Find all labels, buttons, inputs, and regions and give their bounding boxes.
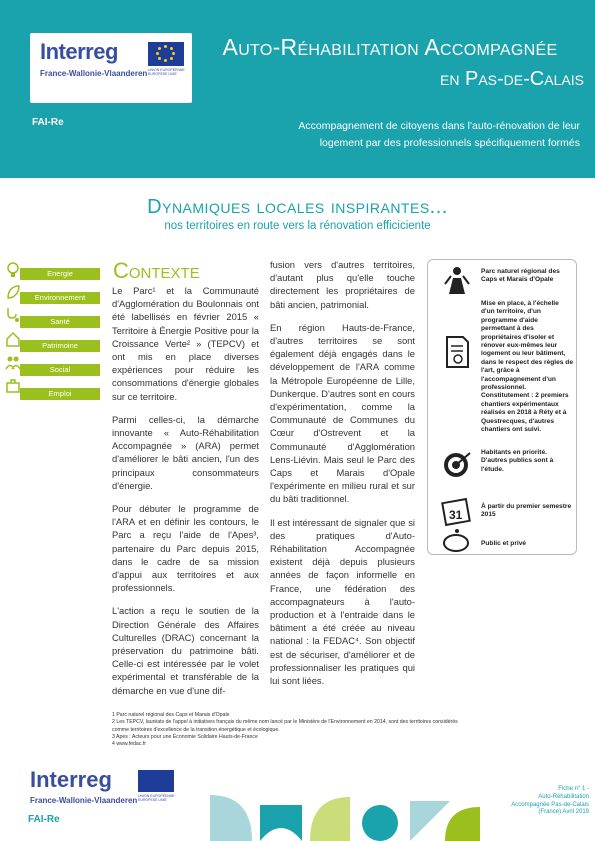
logo-wordmark: Interreg xyxy=(40,39,118,64)
page-title: Auto-Réhabilitation Accompagnée xyxy=(222,34,558,60)
footer-logo-subtitle: France-Wallonie-Vlaanderen xyxy=(30,796,138,805)
context-paragraph: Le Parc¹ et la Communauté d'Agglomération du Boulonnais ont été labellisés en février 2015 « Territoire à Énergie Positive pour la Croissance Verte² » (TEPCV) et ont mis en place diverses expériences pour réduire les consommations d'énergie globales sur ce territoire. xyxy=(112,285,259,402)
tagline xyxy=(290,118,580,152)
tagline-line2: logement par des professionnels spécifiquement formés xyxy=(319,137,580,149)
sidebar-date: À partir du premier semestre 2015 xyxy=(481,503,572,519)
eu-caption: UNION EUROPÉENNE EUROPESE UNIE xyxy=(148,68,185,76)
tag-sante: Santé xyxy=(20,316,100,328)
footer-interreg-logo xyxy=(28,767,190,817)
footer-eu-caption: UNION EUROPÉENNE EUROPESE UNIE xyxy=(138,794,175,802)
context-column-1 xyxy=(112,284,259,707)
context-paragraph: Parmi celles-ci, la démarche innovante « Auto-Réhabilitation Accompagnée » (ARA) permet d'améliorer le bâti ancien, l'un des principaux consommateurs d'énergie. xyxy=(112,413,259,491)
calendar-number: 31 xyxy=(449,508,463,522)
context-column-2 xyxy=(270,258,415,697)
fiche-caption xyxy=(485,786,589,817)
footer-logo-wordmark: Interreg xyxy=(30,767,112,792)
footer-project-name: FAI-Re xyxy=(28,814,60,825)
tag-emploi: Emploi xyxy=(20,388,100,400)
fiche-line: Accompagnée Pas-de-Calais xyxy=(511,801,589,808)
sidebar-funding: Public et privé xyxy=(481,540,527,547)
context-paragraph: fusion vers d'autres territoires, d'autant plus qu'elle touche directement les propriétaires de bâti ancien, patrimonial. xyxy=(270,259,415,310)
footnote: 4 www.fedac.fr xyxy=(112,741,147,748)
tag-social: Social xyxy=(20,364,100,376)
page-title-line2: en Pas-de-Calais xyxy=(440,68,584,90)
context-paragraph: Pour débuter le programme de l'ARA et en définir les contours, le Parc a reçu l'aide de l'Apes³, partenaire du Parc depuis 2015, dans le cadre de sa mission d'appui aux territoires et aux professionnels. xyxy=(112,503,259,594)
context-paragraph: Il est intéressant de signaler que si des pratiques d'Auto-Réhabilitation Accompagnée existent déjà depuis plusieurs années de façon informelle en France, une fédération des accompagnateurs à l'auto-production et à l'entraide dans le bâtiment a été créée au niveau national : la FEDAC⁴. Son objectif est de sécuriser, d'améliorer et de professionnaliser les pratiques qui lui sont liées. xyxy=(270,516,415,687)
tag-environnement: Environnement xyxy=(20,292,100,304)
header-banner xyxy=(0,0,595,178)
piggy-bank-icon xyxy=(440,528,474,561)
decorative-shapes xyxy=(210,795,480,841)
tagline-line1: Accompagnement de citoyens dans l'auto-rénovation de leur xyxy=(298,120,580,132)
tag-energie: Energie xyxy=(20,268,100,280)
project-name: FAI-Re xyxy=(32,117,64,128)
footnotes xyxy=(112,712,592,748)
person-icon xyxy=(440,264,474,305)
document-icon xyxy=(440,334,474,377)
target-icon xyxy=(440,450,474,487)
footnote: comme territoires d'excellence de la transition énergétique et écologique. xyxy=(112,726,280,733)
eu-flag-icon xyxy=(148,42,184,66)
footnote: 3 Apes : Acteurs pour une Économie Solidaire Hauts-de-France xyxy=(112,733,258,740)
tag-patrimoine: Patrimoine xyxy=(20,340,100,352)
context-paragraph: L'action a reçu le soutien de la Direction Générale des Affaires Culturelles (DRAC) concernant la préservation du patrimoine bâti. Celle-ci est intéressée par le volet expérimental et transférable de la démarche en vue d'une dif- xyxy=(112,605,259,696)
fiche-line: Auto-Réhabilitation xyxy=(538,793,589,800)
sidebar-audience: Habitants en priorité. D'autres publics sont à l'étude. xyxy=(481,449,554,473)
info-sidebar xyxy=(427,259,577,555)
context-heading: Contexte xyxy=(113,258,200,283)
context-paragraph: En région Hauts-de-France, d'autres territoires se sont également déjà engagés dans le développement de l'ARA comme la Métropole Européenne de Lille, Dunkerque. D'autres sont en cours d'expérimentation, comme la Communauté de Communes du Cœur d'Ostrevent et la Communauté d'Agglomération Lens-Liévin. Mais seul le Parc des Caps et Marais d'Opale l'expérimente en milieu rural et sur du bâti traditionnel. xyxy=(270,321,415,505)
sidebar-description: Mise en place, à l'échelle d'un territoire, d'un programme d'aide permettant à des propriétaires d'isoler et rénover eux-mêmes leur logement ou leur bâtiment, dans le respect des règles de l'art, grâce à l'accompagnement d'un professionnel. Constitutement : 2 premiers chantiers expérimentaux réalisés en 2018 à Réty et à Questrecques, d'autres chantiers ont suivi. xyxy=(481,300,573,434)
fiche-line: Fiche n° 1 - xyxy=(558,786,589,792)
footnote: 1 Parc naturel régional des Caps et Marais d'Opale xyxy=(112,712,230,718)
footnote: 2 Les TEPCV, lauréats de l'appel à initiatives français du même nom lancé par le Ministère de l'Environnement en 2014, sont des territoires considérés xyxy=(112,719,458,726)
section-title: Dynamiques locales inspirantes... xyxy=(147,196,448,218)
footer-eu-flag-icon xyxy=(138,770,174,792)
section-subtitle: nos territoires en route vers la rénovation efficiciente xyxy=(164,220,431,232)
interreg-logo xyxy=(30,33,192,103)
logo-subtitle: France-Wallonie-Vlaanderen xyxy=(40,69,148,78)
fiche-line: (France) Avril 2019 xyxy=(538,809,589,816)
sidebar-organisation: Parc naturel régional des Caps et Marais d'Opale xyxy=(481,268,560,284)
